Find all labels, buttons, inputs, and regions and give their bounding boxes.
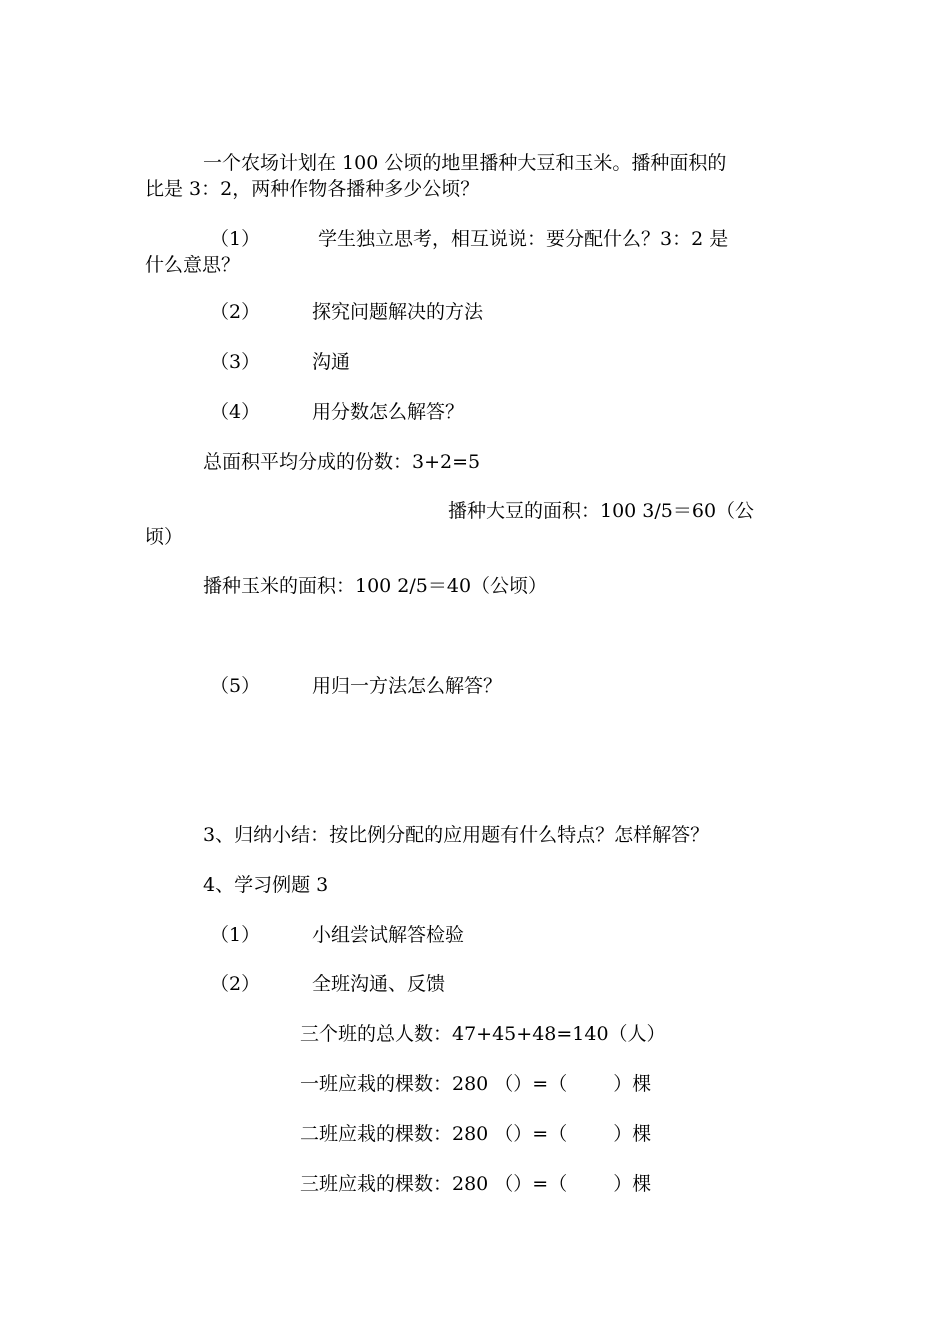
soybean-area-line-continued: 顷） [145, 526, 184, 548]
step-text: 探究问题解决的方法 [312, 301, 484, 323]
step-number: （2） [210, 301, 261, 323]
class-row-unit: ）棵 [613, 1123, 652, 1145]
step-number: （5） [210, 675, 261, 697]
class-row-label: 一班应栽的棵数：280 （）=（ [300, 1073, 568, 1095]
step-number: （4） [210, 401, 261, 423]
section-3-summary: 3、归纳小结：按比例分配的应用题有什么特点？怎样解答？ [203, 824, 710, 846]
class-row [300, 1071, 651, 1097]
problem-line-1: 一个农场计划在 100 公顷的地里播种大豆和玉米。播种面积的 [203, 152, 727, 174]
class-row-unit: ）棵 [613, 1173, 652, 1195]
step-number: （3） [210, 351, 261, 373]
step-number: （1） [210, 924, 261, 946]
class-row-label: 二班应栽的棵数：280 （）=（ [300, 1123, 568, 1145]
step-text: 全班沟通、反馈 [312, 973, 446, 995]
corn-area-line: 播种玉米的面积：100 2/5＝40（公顷） [203, 575, 548, 597]
class-row-unit: ）棵 [613, 1073, 652, 1095]
class-total-line: 三个班的总人数：47+45+48=140（人） [300, 1023, 666, 1045]
step-text: 沟通 [312, 351, 351, 373]
soybean-area-line: 播种大豆的面积：100 3/5＝60（公 [448, 500, 755, 522]
step-number: （2） [210, 973, 261, 995]
class-row-label: 三班应栽的棵数：280 （）=（ [300, 1173, 568, 1195]
section-4-heading: 4、学习例题 3 [203, 874, 329, 896]
step-number: （1） [210, 228, 261, 250]
class-row [300, 1121, 651, 1147]
total-parts-line: 总面积平均分成的份数：3+2=5 [203, 451, 481, 473]
step-text: 用分数怎么解答？ [312, 401, 465, 423]
step-text: 小组尝试解答检验 [312, 924, 465, 946]
step-text-continued: 什么意思？ [145, 254, 241, 276]
step-text: 用归一方法怎么解答？ [312, 675, 503, 697]
class-row [300, 1171, 651, 1197]
problem-line-2: 比是 3：2，两种作物各播种多少公顷？ [145, 178, 480, 200]
step-text: 学生独立思考，相互说说：要分配什么？3：2 是 [318, 228, 729, 250]
